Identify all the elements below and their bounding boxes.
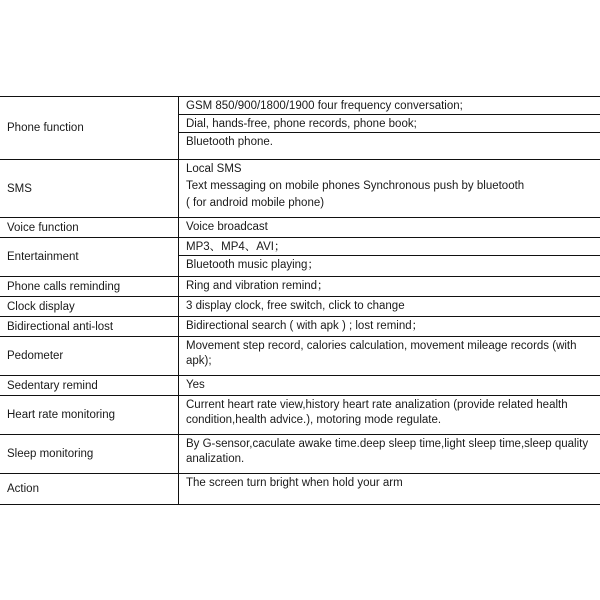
spec-row: [0, 473, 600, 505]
spec-row: [0, 395, 600, 434]
spec-value-line: Current heart rate view,history heart rate analization (provide related health condition,health advice.), motoring mode regulate.: [186, 399, 568, 426]
spec-value-line: GSM 850/900/1800/1900 four frequency conversation;: [186, 100, 463, 112]
spec-table: [0, 96, 600, 505]
spec-label: Phone calls reminding: [0, 277, 179, 296]
spec-label: Heart rate monitoring: [0, 396, 179, 434]
spec-values: [179, 376, 600, 395]
spec-values: [179, 97, 600, 159]
spec-row: [0, 336, 600, 375]
spec-row: [0, 375, 600, 395]
spec-value-line: Voice broadcast: [186, 221, 268, 233]
spec-label: Sleep monitoring: [0, 435, 179, 473]
spec-values: [179, 297, 600, 316]
spec-value-line: The screen turn bright when hold your arm: [186, 477, 403, 489]
spec-value-line: Movement step record, calories calculation, movement mileage records (with apk);: [186, 340, 577, 367]
spec-values: [179, 474, 600, 504]
spec-values: [179, 337, 600, 375]
spec-row: [0, 96, 600, 159]
spec-row: [0, 217, 600, 237]
spec-values: [179, 160, 600, 217]
spec-label: Entertainment: [0, 238, 179, 276]
spec-value-line: Bluetooth music playing；: [179, 255, 600, 273]
spec-label: Clock display: [0, 297, 179, 316]
spec-label: Voice function: [0, 218, 179, 237]
spec-values: [179, 277, 600, 296]
spec-value-line: Ring and vibration remind；: [186, 280, 329, 292]
spec-value-line: Local SMS: [186, 163, 242, 175]
spec-value-line: Dial, hands-free, phone records, phone book;: [179, 114, 600, 132]
spec-value-line: By G-sensor,caculate awake time.deep sleep time,light sleep time,sleep quality analization.: [186, 438, 589, 465]
spec-row: [0, 159, 600, 217]
spec-label: SMS: [0, 160, 179, 217]
spec-value-line: Bidirectional search ( with apk ) ; lost remind；: [186, 320, 424, 332]
spec-values: [179, 218, 600, 237]
spec-row: [0, 276, 600, 296]
spec-label: Pedometer: [0, 337, 179, 375]
spec-label: Action: [0, 474, 179, 504]
spec-value-line: Bluetooth phone.: [179, 132, 600, 150]
spec-values: [179, 435, 600, 473]
spec-row: [0, 296, 600, 316]
spec-row: [0, 237, 600, 276]
spec-values: [179, 396, 600, 434]
spec-value-line: Yes: [186, 379, 205, 391]
spec-row: [0, 316, 600, 336]
spec-value-line: MP3、MP4、AVI；: [186, 241, 286, 253]
spec-label: Sedentary remind: [0, 376, 179, 395]
spec-value-line: Text messaging on mobile phones Synchronous push by bluetooth: [186, 180, 525, 192]
spec-value-line: ( for android mobile phone): [186, 197, 325, 209]
spec-value-line: 3 display clock, free switch, click to change: [186, 300, 405, 312]
spec-values: [179, 238, 600, 276]
spec-label: Bidirectional anti-lost: [0, 317, 179, 336]
spec-row: [0, 434, 600, 473]
spec-label: Phone function: [0, 97, 179, 159]
spec-values: [179, 317, 600, 336]
